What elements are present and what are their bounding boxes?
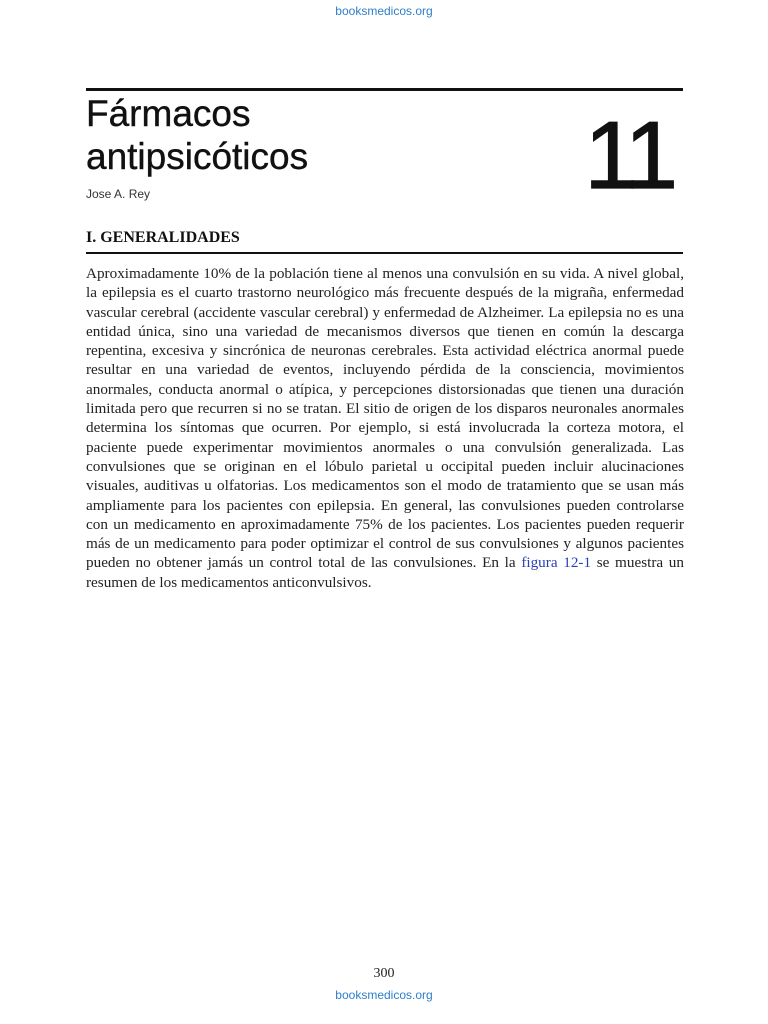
page-number: 300: [373, 966, 395, 981]
paragraph-text-after-link: se muestra un resumen de los medicamentos anticonvulsivos.: [86, 554, 684, 591]
figure-reference-link[interactable]: figura 12-1: [521, 554, 592, 572]
body-paragraph: [86, 264, 684, 592]
chapter-title-line-2: antipsicóticos: [86, 136, 309, 177]
chapter-number: 11: [584, 102, 672, 209]
paragraph-text-before-link: Aproximadamente 10% de la población tiene al menos una convulsión en su vida. A nivel global, la epilepsia es el cuarto trastorno neurológico más frecuente después de la migraña, enfermedad vascular cerebral (accidente vascular cerebral) y enfermedad de Alzheimer. La epilepsia no es una entidad única, sino una variedad de mecanismos diversos que tienen en común la descarga repentina, excesiva y sincrónica de neuronas cerebrales. Esta actividad eléctrica anormal puede resultar en una variedad de eventos, incluyendo pérdida de la consciencia, movimientos anormales, conducta anormal o atípica, y percepciones distorsionadas que tienen una duración limitada pero que recurren si no se tratan. El sitio de origen de los disparos neuronales anormales determina los síntomas que ocurren. Por ejemplo, si está involucrada la corteza motora, el paciente puede experimentar movimientos anormales o una convulsión generalizada. Las convulsiones que se originan en el lóbulo parietal u occipital pueden incluir alucinaciones visuales, auditivas u olfatorias. Los medicamentos son el modo de tratamiento que se usan más ampliamente para los pacientes con epilepsia. En general, las convulsiones pueden controlarse con un medicamento en aproximadamente 75% de los pacientes. Los pacientes pueden requerir más de un medicamento para poder optimizar el control de sus convulsiones y algunos pacientes pueden no obtener jamás un control total de las convulsiones. En la: [86, 265, 684, 572]
watermark-bottom: booksmedicos.org: [335, 988, 433, 1002]
section-heading: I. GENERALIDADES: [86, 229, 240, 246]
section-rule: [86, 252, 683, 254]
watermark-top: booksmedicos.org: [335, 4, 433, 18]
chapter-title: [86, 92, 308, 178]
chapter-title-line-1: Fármacos: [86, 93, 251, 134]
chapter-author: Jose A. Rey: [86, 187, 151, 201]
chapter-top-rule: [86, 88, 683, 91]
